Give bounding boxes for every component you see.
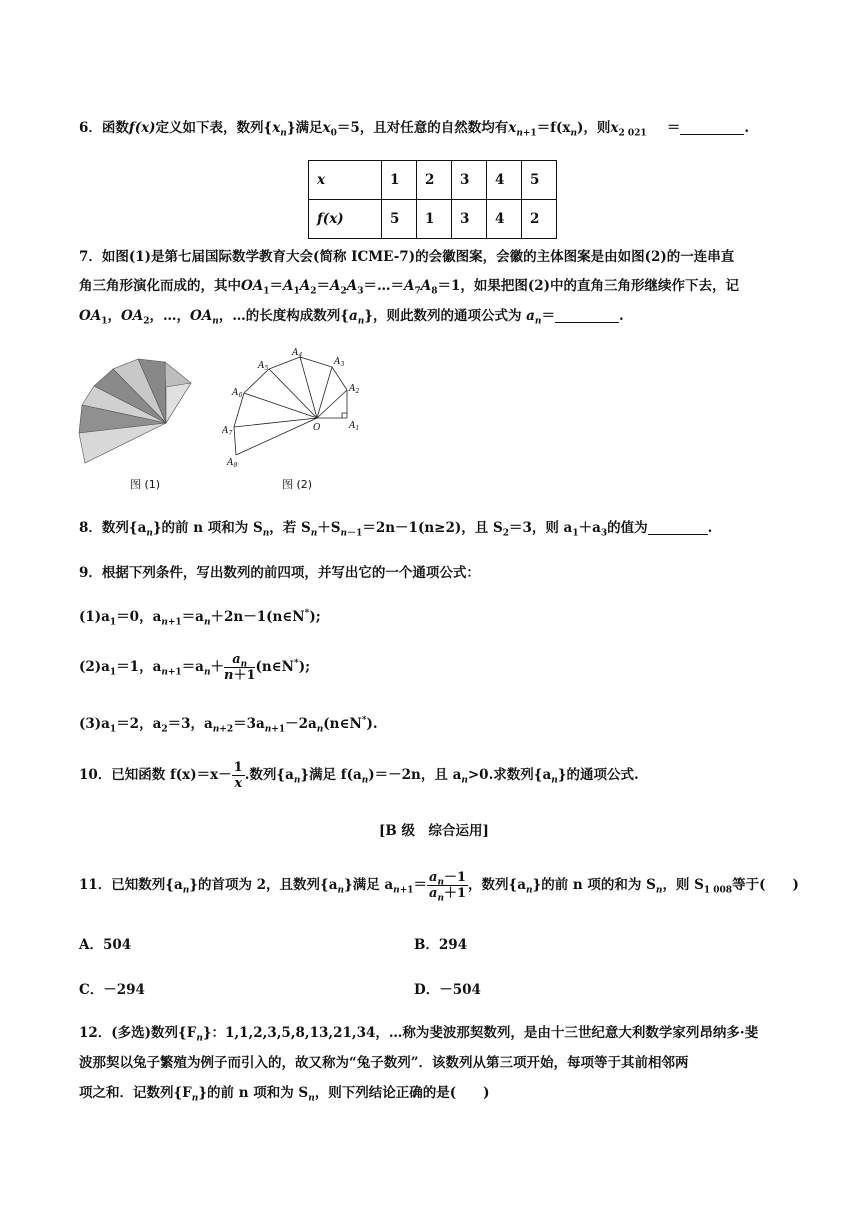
- label-a2: $A_2$: [349, 384, 360, 395]
- table-cell: 2: [417, 161, 452, 200]
- function-table: [308, 160, 557, 239]
- label-a1: $A_1$: [349, 421, 360, 432]
- table-cell: 2: [522, 200, 557, 239]
- question-9-part-2: $(2)a_1=1$，$a_{n+1}=a_n+$ $\frac{a_n}{n+1}$ (n∈N*);: [79, 652, 311, 683]
- answer-blank-q7[interactable]: [555, 310, 619, 323]
- question-6: 6．函数f(x)定义如下表，数列$\{x_n\}$满足$x_0=5$，且对任意的自然数均有$x_{n+1}=f(x_n)$，则$x_{2 021}$ ＝ .: [79, 120, 750, 139]
- option-b[interactable]: B．294: [414, 937, 468, 953]
- question-9-part-3: $(3)a_1=2$，$a_2=3$，$a_{n+2}=3a_{n+1}-2a_n(n\in N^*)$.: [79, 715, 378, 735]
- option-d[interactable]: D．－504: [414, 982, 481, 998]
- question-11: 11．已知数列$\{a_n\}$的首项为 2，且数列$\{a_n\}$满足 $a_{n+1}=$ $\frac{a_n-1}{a_n+1}$ ，数列$\{a_n\}$的前 n 项的和为 $S_n$，则 $S_{1 008}$等于( ): [79, 870, 799, 904]
- figure-1-caption: 图 (1): [130, 478, 161, 491]
- question-7-line1: 7．如图(1)是第七届国际数学教育大会(简称 ICME-7)的会徽图案，会徽的主体图案是由如图(2)的一连串直: [79, 249, 735, 265]
- label-a3: $A_3$: [334, 357, 345, 368]
- table-cell: 3: [452, 200, 487, 239]
- question-9-part-1: $(1)a_1=0$，$a_{n+1}=a_n+2n-1(n\in N^*)$;: [79, 608, 321, 628]
- section-heading: [B 级 综合运用]: [379, 823, 489, 839]
- table-row: [309, 200, 557, 239]
- table-cell: 3: [452, 161, 487, 200]
- table-cell: 4: [487, 161, 522, 200]
- option-c[interactable]: C．－294: [79, 982, 145, 998]
- table-cell: 1: [417, 200, 452, 239]
- label-a5: $A_5$: [258, 361, 269, 372]
- figure-1-icme-emblem: [78, 355, 198, 470]
- label-a6: $A_6$: [232, 388, 243, 399]
- q6-number: 6．: [79, 120, 102, 136]
- question-7-line2: 角三角形演化而成的，其中$OA_1=A_1A_2=A_2A_3=\dots=A_7A_8=1$，如果把图(2)中的直角三角形继续作下去，记: [79, 278, 740, 297]
- answer-blank-q6[interactable]: [680, 122, 744, 135]
- question-7-line3: $OA_1$，$OA_2$，…，$OA_n$，…的长度构成数列$\{a_n\}$，则此数列的通项公式为 $a_n=$ .: [79, 308, 624, 327]
- table-cell: 5: [382, 200, 417, 239]
- label-o: O: [313, 423, 321, 433]
- figure-2-caption: 图 (2): [282, 478, 313, 491]
- table-cell: f(x): [309, 200, 382, 239]
- table-cell: 4: [487, 200, 522, 239]
- question-10: 10．已知函数 f(x)＝x－ $\frac{1}{x}$ .数列$\{a_n\}$满足 $f(a_n)=-2n$，且 $a_n>0$.求数列$\{a_n\}$的通项公式.: [79, 760, 639, 791]
- answer-blank-q8[interactable]: [648, 522, 708, 535]
- label-a7: $A_7$: [222, 426, 233, 437]
- table-cell: 5: [522, 161, 557, 200]
- table-row: [309, 161, 557, 200]
- table-cell: 1: [382, 161, 417, 200]
- question-12-line2: 波那契以兔子繁殖为例子而引入的，故又称为“兔子数列”．该数列从第三项开始，每项等于其前相邻两: [79, 1055, 689, 1071]
- question-9: 9．根据下列条件，写出数列的前四项，并写出它的一个通项公式：: [79, 565, 480, 581]
- option-a[interactable]: A．504: [79, 937, 132, 953]
- table-cell: x: [309, 161, 382, 200]
- question-12-line3: 项之和．记数列$\{F_n\}$的前 n 项和为 $S_n$，则下列结论正确的是( ): [79, 1085, 490, 1104]
- question-12-line1: 12．(多选)数列$\{F_n\}$：1,1,2,3,5,8,13,21,34，…称为斐波那契数列，是由十三世纪意大利数学家列昂纳多·斐: [79, 1025, 759, 1044]
- question-8: 8．数列$\{a_n\}$的前 n 项和为 $S_n$，若 $S_n+S_{n-1}=2n-1(n\ge 2)$，且 $S_2=3$，则 $a_1+a_3$的值为 .: [79, 520, 713, 539]
- figure-2-spiral-diagram: [222, 345, 372, 470]
- label-a8: $A_8$: [227, 458, 238, 469]
- label-a4: $A_4$: [292, 348, 303, 359]
